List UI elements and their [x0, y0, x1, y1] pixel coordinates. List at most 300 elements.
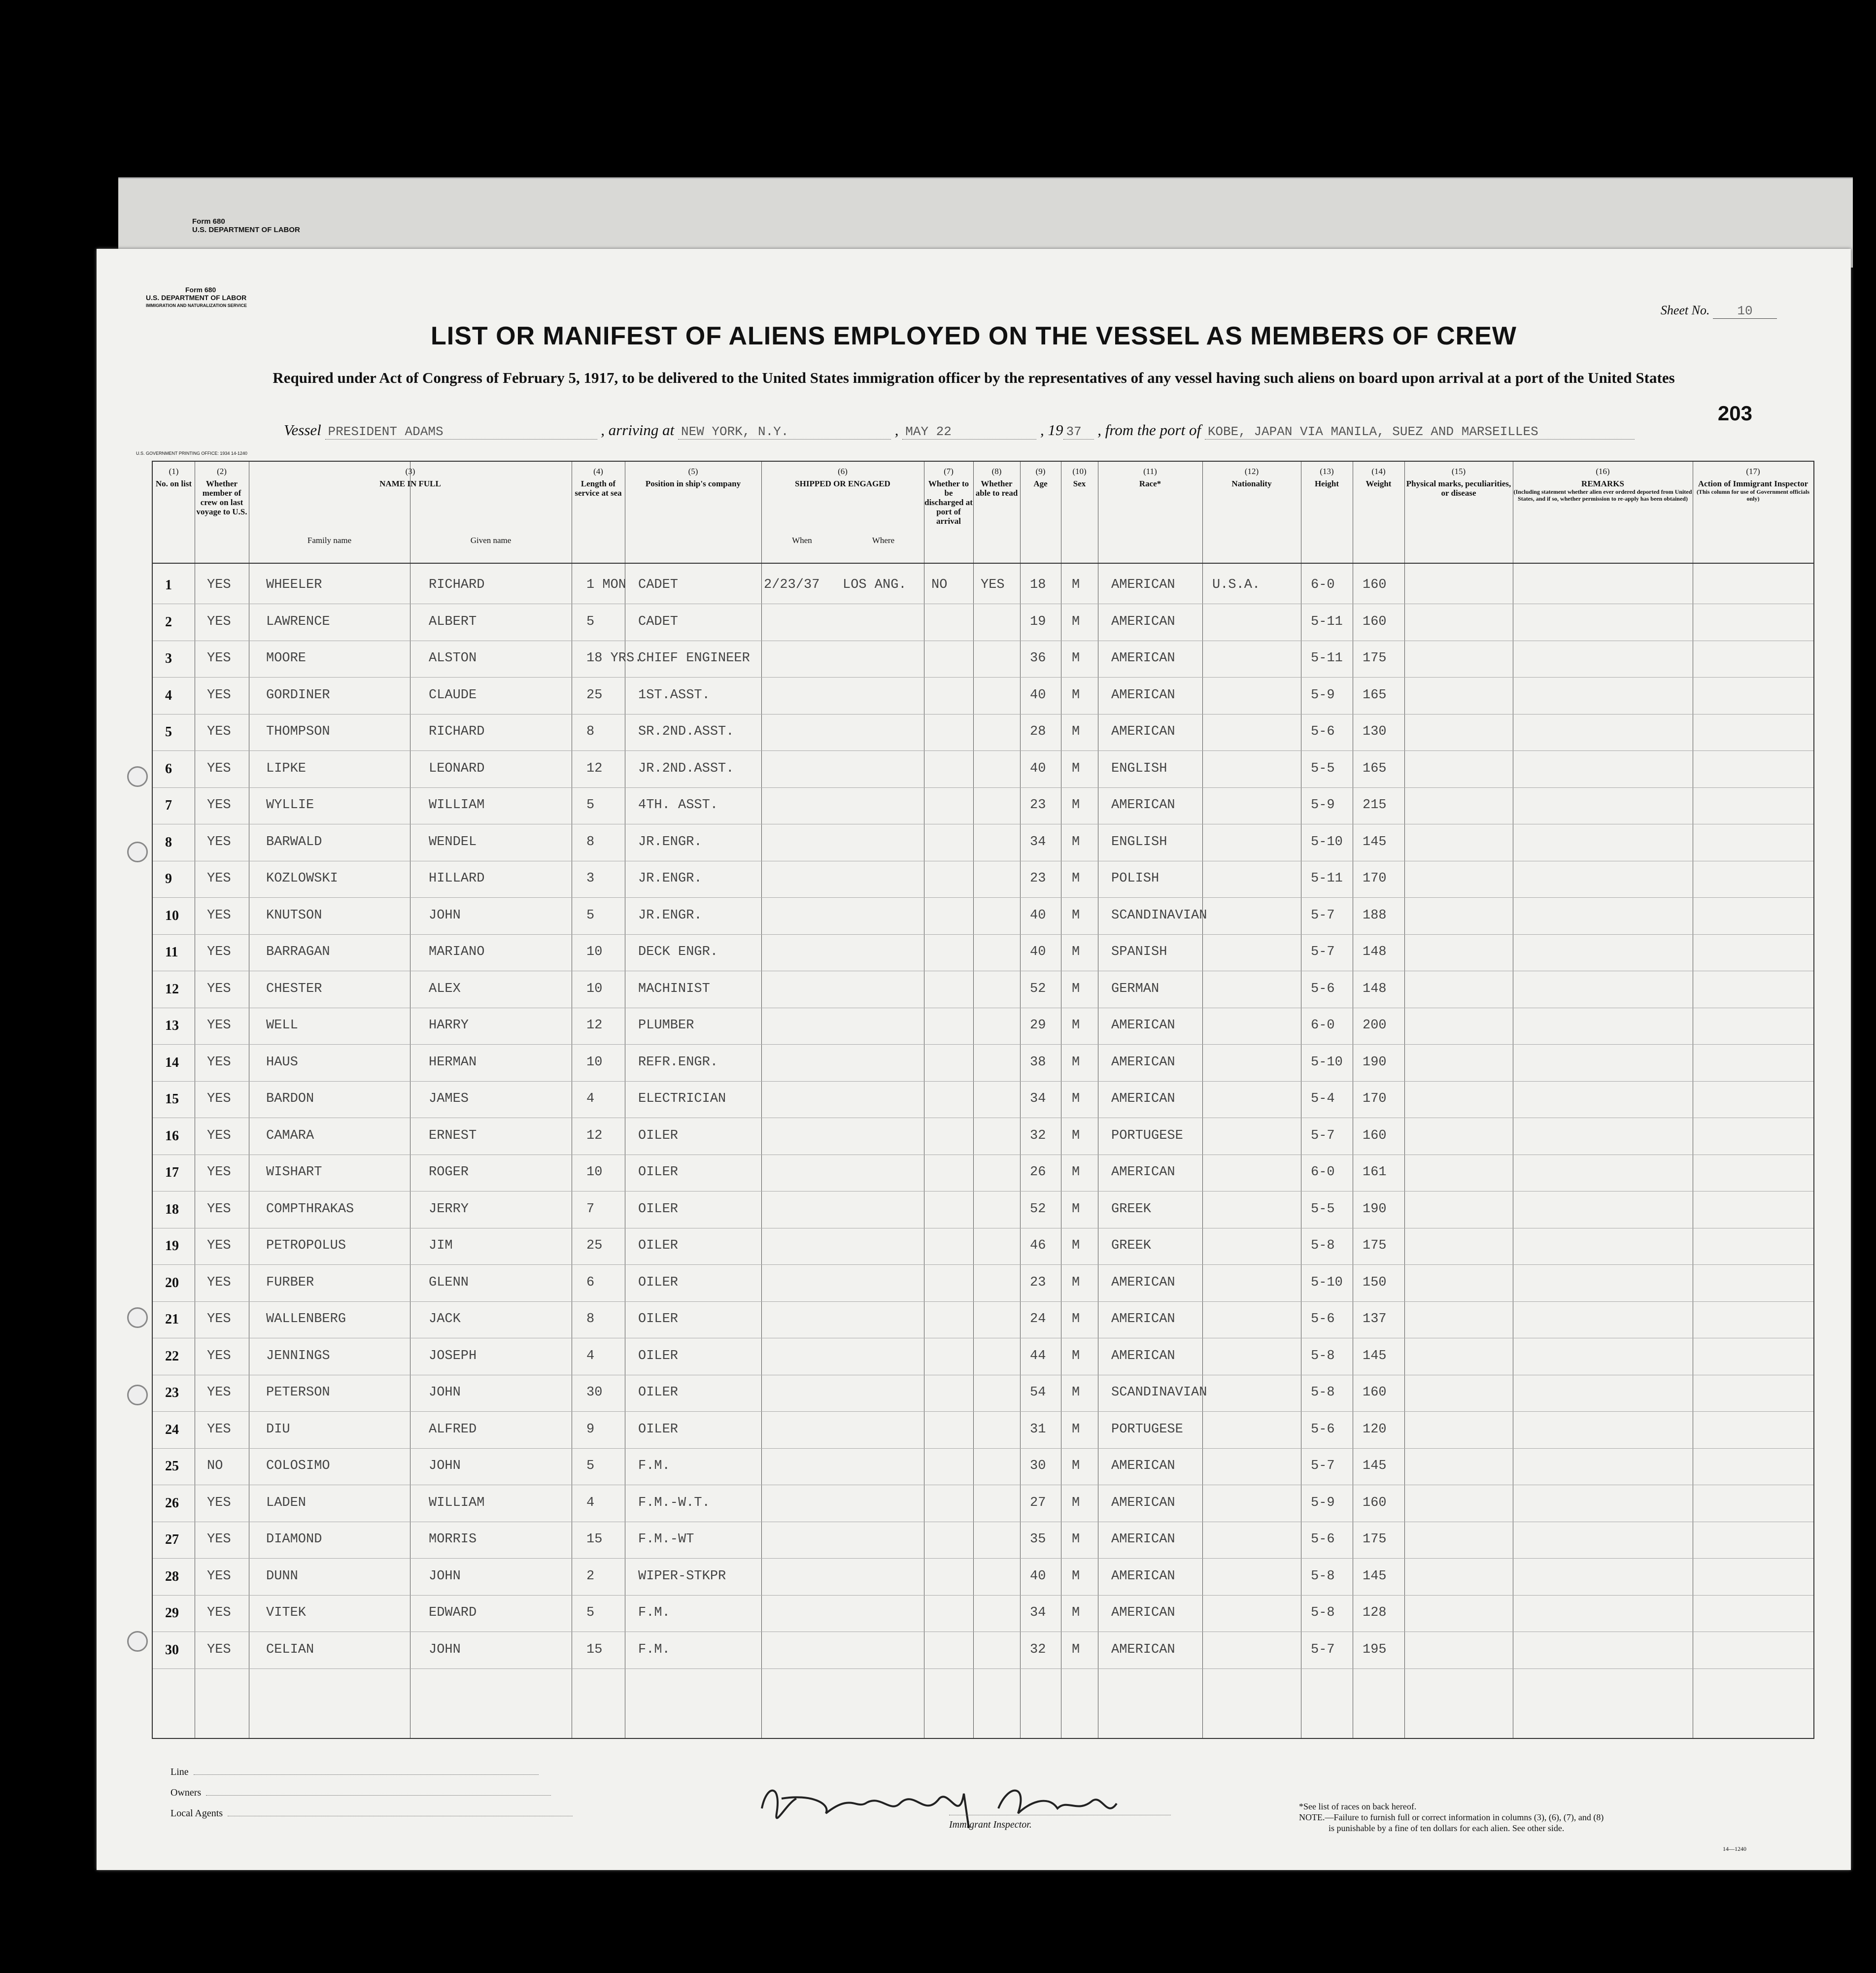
cell-prev: YES — [207, 1312, 231, 1327]
cell-age: 40 — [1030, 687, 1046, 703]
cell-service: 8 — [586, 1312, 595, 1327]
table-row — [153, 861, 1813, 898]
table-row — [153, 788, 1813, 824]
cell-service: 12 — [586, 1128, 603, 1143]
cell-height: 5-6 — [1311, 724, 1335, 739]
cell-service: 25 — [586, 687, 603, 703]
manifest-sheet — [97, 249, 1851, 1870]
cell-height: 5-8 — [1311, 1348, 1335, 1363]
cell-weight: 145 — [1363, 1348, 1387, 1363]
cell-weight: 150 — [1363, 1275, 1387, 1290]
cell-service: 7 — [586, 1201, 595, 1217]
cell-height: 5-6 — [1311, 1532, 1335, 1547]
sheet-number-value: 10 — [1713, 304, 1777, 319]
cell-position: OILER — [638, 1348, 679, 1363]
cell-race: AMERICAN — [1111, 1568, 1175, 1584]
cell-service: 4 — [586, 1348, 595, 1363]
cell-prev: YES — [207, 1568, 231, 1584]
cell-height: 5-7 — [1311, 908, 1335, 923]
cell-sex: M — [1072, 1091, 1080, 1106]
cell-position: OILER — [638, 1238, 679, 1253]
cell-position: CADET — [638, 578, 679, 592]
cell-race: AMERICAN — [1111, 1532, 1175, 1547]
cell-position: F.M. — [638, 1642, 670, 1657]
cell-service: 5 — [586, 798, 595, 813]
cell-given: JOHN — [429, 1642, 461, 1657]
cell-height: 5-6 — [1311, 1422, 1335, 1437]
cell-race: AMERICAN — [1111, 1605, 1175, 1620]
cell-service: 8 — [586, 724, 595, 739]
cell-position: JR.ENGR. — [638, 908, 702, 923]
cell-service: 30 — [586, 1385, 603, 1400]
cell-given: ALBERT — [429, 614, 477, 629]
cell-prev: YES — [207, 1348, 231, 1363]
header-where: Where — [872, 536, 895, 545]
cell-height: 5-8 — [1311, 1385, 1335, 1400]
cell-family: KOZLOWSKI — [266, 871, 338, 886]
cell-prev: YES — [207, 1238, 231, 1253]
cell-height: 5-5 — [1311, 1201, 1335, 1217]
cell-race: AMERICAN — [1111, 1018, 1175, 1033]
cell-sex: M — [1072, 578, 1080, 592]
cell-race: SPANISH — [1111, 945, 1167, 959]
cell-race: GREEK — [1111, 1201, 1152, 1217]
table-row — [153, 641, 1813, 678]
cell-given: JOHN — [429, 908, 461, 923]
table-row — [153, 1045, 1813, 1082]
line-field: Line — [171, 1767, 539, 1778]
cell-height: 5-10 — [1311, 1055, 1343, 1070]
cell-height: 5-7 — [1311, 1459, 1335, 1473]
cell-no: 9 — [165, 871, 172, 886]
cell-age: 23 — [1030, 798, 1046, 813]
cell-age: 46 — [1030, 1238, 1046, 1253]
cell-race: AMERICAN — [1111, 798, 1175, 813]
cell-sex: M — [1072, 834, 1080, 850]
cell-weight: 188 — [1363, 908, 1387, 923]
cell-position: SR.2ND.ASST. — [638, 724, 734, 739]
table-row — [153, 1119, 1813, 1155]
cell-weight: 215 — [1363, 798, 1387, 813]
cell-service: 10 — [586, 945, 603, 959]
cell-family: FURBER — [266, 1275, 314, 1290]
cell-family: COMPTHRAKAS — [266, 1201, 354, 1217]
table-row — [153, 1008, 1813, 1045]
cell-prev: NO — [207, 1459, 223, 1473]
cell-no: 22 — [165, 1348, 179, 1364]
cell-prev: YES — [207, 871, 231, 886]
cell-service: 15 — [586, 1532, 603, 1547]
cell-where: LOS ANG. — [843, 578, 907, 592]
cell-prev: YES — [207, 1642, 231, 1657]
cell-position: PLUMBER — [638, 1018, 694, 1033]
cell-given: JIM — [429, 1238, 453, 1253]
cell-when: 2/23/37 — [764, 578, 820, 592]
cell-age: 34 — [1030, 834, 1046, 850]
cell-sex: M — [1072, 945, 1080, 959]
cell-prev: YES — [207, 1128, 231, 1143]
cell-given: JERRY — [429, 1201, 469, 1217]
cell-family: CELIAN — [266, 1642, 314, 1657]
cell-service: 18 YRS. — [586, 651, 643, 666]
cell-weight: 160 — [1363, 578, 1387, 592]
table-row — [153, 1302, 1813, 1338]
cell-height: 6-0 — [1311, 1165, 1335, 1180]
cell-race: AMERICAN — [1111, 1091, 1175, 1106]
cell-family: DIU — [266, 1422, 290, 1437]
cell-race: PORTUGESE — [1111, 1128, 1183, 1143]
header-race: (11) Race* — [1139, 467, 1161, 488]
cell-sex: M — [1072, 1165, 1080, 1180]
header-given-name: Given name — [470, 536, 512, 545]
cell-service: 25 — [586, 1238, 603, 1253]
stamp-number: 203 — [1717, 402, 1752, 425]
cell-weight: 170 — [1363, 1091, 1387, 1106]
arrival-date: MAY 22 — [902, 424, 1036, 440]
cell-service: 10 — [586, 1055, 603, 1070]
cell-race: AMERICAN — [1111, 1165, 1175, 1180]
form-identifier: Form 680 U.S. DEPARTMENT OF LABOR IMMIGRATION AND NATURALIZATION SERVICE — [146, 286, 247, 308]
cell-given: ROGER — [429, 1165, 469, 1180]
cell-given: ERNEST — [429, 1128, 477, 1143]
cell-service: 4 — [586, 1091, 595, 1106]
cell-given: JAMES — [429, 1091, 469, 1106]
header-physical-marks: (15) Physical marks, peculiarities, or disease — [1406, 467, 1511, 498]
cell-sex: M — [1072, 724, 1080, 739]
cell-sex: M — [1072, 1422, 1080, 1437]
cell-given: LEONARD — [429, 761, 485, 776]
cell-no: 5 — [165, 724, 172, 740]
table-row — [153, 1265, 1813, 1302]
page-title: LIST OR MANIFEST OF ALIENS EMPLOYED ON THE VESSEL AS MEMBERS OF CREW — [431, 322, 1517, 350]
cell-given: HARRY — [429, 1018, 469, 1033]
form-code: 14—1240 — [1723, 1845, 1746, 1852]
cell-position: F.M.-WT — [638, 1532, 694, 1547]
departure-port: KOBE, JAPAN VIA MANILA, SUEZ AND MARSEILLES — [1205, 424, 1635, 440]
cell-family: LADEN — [266, 1495, 307, 1510]
cell-family: VITEK — [266, 1605, 307, 1620]
cell-given: JOHN — [429, 1568, 461, 1584]
binder-hole — [127, 1385, 148, 1405]
cell-weight: 145 — [1363, 834, 1387, 850]
cell-position: 1ST.ASST. — [638, 687, 710, 703]
cell-no: 13 — [165, 1018, 179, 1033]
table-row — [153, 1596, 1813, 1632]
cell-family: CHESTER — [266, 981, 322, 996]
cell-sex: M — [1072, 1201, 1080, 1217]
cell-sex: M — [1072, 614, 1080, 629]
cell-sex: M — [1072, 1055, 1080, 1070]
cell-weight: 190 — [1363, 1201, 1387, 1217]
table-row — [153, 1486, 1813, 1522]
cell-service: 5 — [586, 1605, 595, 1620]
cell-position: JR.2ND.ASST. — [638, 761, 734, 776]
cell-age: 18 — [1030, 578, 1046, 592]
cell-race: AMERICAN — [1111, 1275, 1175, 1290]
cell-weight: 165 — [1363, 761, 1387, 776]
cell-weight: 161 — [1363, 1165, 1387, 1180]
cell-age: 19 — [1030, 614, 1046, 629]
cell-prev: YES — [207, 1495, 231, 1510]
header-when: When — [792, 536, 812, 545]
cell-prev: YES — [207, 834, 231, 850]
table-row — [153, 714, 1813, 751]
table-row — [153, 1228, 1813, 1265]
cell-age: 32 — [1030, 1642, 1046, 1657]
cell-height: 5-11 — [1311, 871, 1343, 886]
cell-family: BARDON — [266, 1091, 314, 1106]
table-row — [153, 1082, 1813, 1118]
cell-weight: 195 — [1363, 1642, 1387, 1657]
cell-position: OILER — [638, 1385, 679, 1400]
cell-prev: YES — [207, 1385, 231, 1400]
cell-race: SCANDINAVIAN — [1111, 1385, 1207, 1400]
table-row — [153, 1375, 1813, 1412]
vessel-line: Vessel PRESIDENT ADAMS , arriving at NEW YORK, N.Y. , MAY 22 , 19 37 , from the port of KOBE, JAPAN VIA MANILA, SUEZ AND MARSEILLES — [284, 421, 1635, 440]
cell-no: 30 — [165, 1642, 179, 1658]
cell-service: 5 — [586, 908, 595, 923]
cell-service: 6 — [586, 1275, 595, 1290]
cell-sex: M — [1072, 1568, 1080, 1584]
cell-age: 52 — [1030, 1201, 1046, 1217]
cell-given: JACK — [429, 1312, 461, 1327]
cell-sex: M — [1072, 1532, 1080, 1547]
cell-given: MARIANO — [429, 945, 485, 959]
cell-sex: M — [1072, 1605, 1080, 1620]
arrival-year: 37 — [1063, 424, 1094, 440]
cell-prev: YES — [207, 614, 231, 629]
table-row — [153, 1192, 1813, 1228]
cell-height: 6-0 — [1311, 578, 1335, 592]
cell-age: 28 — [1030, 724, 1046, 739]
cell-position: F.M. — [638, 1605, 670, 1620]
cell-no: 6 — [165, 761, 172, 777]
header-discharged: (7) Whether to be discharged at port of arrival — [924, 467, 973, 526]
cell-service: 8 — [586, 834, 595, 850]
cell-no: 10 — [165, 908, 179, 923]
cell-weight: 145 — [1363, 1459, 1387, 1473]
cell-sex: M — [1072, 1018, 1080, 1033]
cell-service: 1 MON — [586, 578, 627, 592]
cell-weight: 137 — [1363, 1312, 1387, 1327]
cell-no: 18 — [165, 1201, 179, 1217]
cell-prev: YES — [207, 1422, 231, 1437]
cell-family: WYLLIE — [266, 798, 314, 813]
cell-sex: M — [1072, 908, 1080, 923]
cell-sex: M — [1072, 1459, 1080, 1473]
header-no: (1) No. on list — [155, 467, 192, 488]
vessel-name: PRESIDENT ADAMS — [325, 424, 597, 440]
cell-prev: YES — [207, 1018, 231, 1033]
cell-position: F.M.-W.T. — [638, 1495, 710, 1510]
cell-given: RICHARD — [429, 724, 485, 739]
cell-no: 24 — [165, 1422, 179, 1437]
header-name: (3) NAME IN FULL — [379, 467, 441, 488]
cell-family: HAUS — [266, 1055, 298, 1070]
cell-prev: YES — [207, 651, 231, 666]
cell-height: 5-6 — [1311, 1312, 1335, 1327]
cell-no: 26 — [165, 1495, 179, 1511]
cell-position: OILER — [638, 1201, 679, 1217]
cell-no: 3 — [165, 651, 172, 666]
cell-prev: YES — [207, 798, 231, 813]
header-sex: (10) Sex — [1072, 467, 1087, 488]
cell-race: AMERICAN — [1111, 687, 1175, 703]
cell-height: 5-8 — [1311, 1238, 1335, 1253]
cell-race: AMERICAN — [1111, 1495, 1175, 1510]
cell-sex: M — [1072, 1495, 1080, 1510]
cell-no: 2 — [165, 614, 172, 630]
cell-given: CLAUDE — [429, 687, 477, 703]
cell-height: 5-4 — [1311, 1091, 1335, 1106]
cell-age: 40 — [1030, 761, 1046, 776]
cell-family: LAWRENCE — [266, 614, 330, 629]
cell-age: 36 — [1030, 651, 1046, 666]
header-length-of-service: (4) Length of service at sea — [575, 467, 622, 498]
cell-family: KNUTSON — [266, 908, 322, 923]
table-row — [153, 1449, 1813, 1485]
table-row — [153, 1339, 1813, 1375]
cell-position: OILER — [638, 1422, 679, 1437]
cell-family: WELL — [266, 1018, 298, 1033]
arrival-port: NEW YORK, N.Y. — [678, 424, 891, 440]
table-row — [153, 1559, 1813, 1596]
cell-family: WHEELER — [266, 578, 322, 592]
cell-family: COLOSIMO — [266, 1459, 330, 1473]
binder-hole — [127, 766, 148, 787]
cell-no: 12 — [165, 981, 179, 997]
cell-given: WILLIAM — [429, 1495, 485, 1510]
cell-read: YES — [981, 578, 1005, 592]
printer-line: U.S. GOVERNMENT PRINTING OFFICE: 1934 14-1240 — [136, 451, 247, 456]
cell-given: RICHARD — [429, 578, 485, 592]
back-form-label: Form 680 U.S. DEPARTMENT OF LABOR — [192, 217, 300, 234]
cell-no: 1 — [165, 578, 172, 593]
cell-age: 34 — [1030, 1091, 1046, 1106]
cell-age: 32 — [1030, 1128, 1046, 1143]
cell-given: ALEX — [429, 981, 461, 996]
header-inspector-action: (17) Action of Immigrant Inspector (This column for use of Government officials only) — [1696, 467, 1810, 502]
cell-weight: 120 — [1363, 1422, 1387, 1437]
inspector-caption: Immigrant Inspector. — [949, 1819, 1032, 1830]
cell-given: EDWARD — [429, 1605, 477, 1620]
page-subtitle: Required under Act of Congress of February 5, 1917, to be delivered to the United States immigration officer by the representatives of any vessel having such aliens on board upon arrival at a port of the United States — [273, 369, 1675, 386]
cell-given: ALFRED — [429, 1422, 477, 1437]
cell-nationality: U.S.A. — [1212, 578, 1261, 592]
cell-weight: 128 — [1363, 1605, 1387, 1620]
cell-height: 5-9 — [1311, 687, 1335, 703]
header-remarks: (16) REMARKS (Including statement whether alien ever ordered deported from United States, and if so, whether permission to re-apply has been obtained) — [1513, 467, 1692, 502]
cell-race: AMERICAN — [1111, 1642, 1175, 1657]
cell-no: 4 — [165, 687, 172, 703]
header-previous-voyage: (2) Whether member of crew on last voyage to U.S. — [196, 467, 247, 516]
cell-age: 30 — [1030, 1459, 1046, 1473]
header-height: (13) Height — [1314, 467, 1339, 488]
table-row — [153, 1155, 1813, 1191]
cell-sex: M — [1072, 1642, 1080, 1657]
cell-age: 40 — [1030, 908, 1046, 923]
cell-sex: M — [1072, 1312, 1080, 1327]
table-row — [153, 1633, 1813, 1669]
cell-race: AMERICAN — [1111, 614, 1175, 629]
header-nationality: (12) Nationality — [1231, 467, 1272, 488]
cell-no: 7 — [165, 798, 172, 813]
cell-height: 5-9 — [1311, 798, 1335, 813]
cell-given: JOHN — [429, 1459, 461, 1473]
cell-position: 4TH. ASST. — [638, 798, 718, 813]
sheet-number: Sheet No. 10 — [1661, 303, 1777, 319]
cell-sex: M — [1072, 798, 1080, 813]
cell-weight: 190 — [1363, 1055, 1387, 1070]
cell-sex: M — [1072, 1238, 1080, 1253]
cell-height: 5-11 — [1311, 651, 1343, 666]
cell-age: 34 — [1030, 1605, 1046, 1620]
cell-age: 40 — [1030, 945, 1046, 959]
binder-hole — [127, 1307, 148, 1328]
cell-family: BARWALD — [266, 834, 322, 850]
cell-family: PETROPOLUS — [266, 1238, 346, 1253]
cell-prev: YES — [207, 1091, 231, 1106]
cell-weight: 170 — [1363, 871, 1387, 886]
cell-no: 11 — [165, 945, 178, 960]
cell-race: AMERICAN — [1111, 1055, 1175, 1070]
cell-service: 3 — [586, 871, 595, 886]
cell-family: WISHART — [266, 1165, 322, 1180]
cell-height: 5-7 — [1311, 1642, 1335, 1657]
table-row — [153, 1522, 1813, 1559]
header-able-to-read: (8) Whether able to read — [975, 467, 1018, 498]
cell-position: CHIEF ENGINEER — [638, 651, 750, 666]
cell-weight: 165 — [1363, 687, 1387, 703]
cell-position: JR.ENGR. — [638, 871, 702, 886]
cell-sex: M — [1072, 1275, 1080, 1290]
cell-position: OILER — [638, 1165, 679, 1180]
table-row — [153, 825, 1813, 861]
cell-race: AMERICAN — [1111, 578, 1175, 592]
cell-age: 26 — [1030, 1165, 1046, 1180]
cell-age: 24 — [1030, 1312, 1046, 1327]
cell-age: 40 — [1030, 1568, 1046, 1584]
cell-height: 5-7 — [1311, 945, 1335, 959]
cell-position: REFR.ENGR. — [638, 1055, 718, 1070]
cell-race: ENGLISH — [1111, 834, 1167, 850]
cell-service: 5 — [586, 614, 595, 629]
cell-prev: YES — [207, 1532, 231, 1547]
cell-age: 52 — [1030, 981, 1046, 996]
cell-weight: 160 — [1363, 614, 1387, 629]
cell-no: 14 — [165, 1055, 179, 1070]
cell-prev: YES — [207, 724, 231, 739]
header-shipped: (6) SHIPPED OR ENGAGED — [795, 467, 890, 488]
header-position: (5) Position in ship's company — [645, 467, 741, 488]
cell-service: 10 — [586, 981, 603, 996]
cell-weight: 175 — [1363, 651, 1387, 666]
cell-race: AMERICAN — [1111, 1312, 1175, 1327]
binder-hole — [127, 842, 148, 862]
cell-sex: M — [1072, 1385, 1080, 1400]
cell-position: OILER — [638, 1275, 679, 1290]
cell-age: 54 — [1030, 1385, 1046, 1400]
cell-age: 38 — [1030, 1055, 1046, 1070]
cell-given: JOHN — [429, 1385, 461, 1400]
cell-no: 16 — [165, 1128, 179, 1144]
cell-no: 28 — [165, 1568, 179, 1584]
cell-race: AMERICAN — [1111, 1459, 1175, 1473]
cell-no: 20 — [165, 1275, 179, 1291]
cell-family: LIPKE — [266, 761, 307, 776]
cell-no: 29 — [165, 1605, 179, 1621]
cell-weight: 130 — [1363, 724, 1387, 739]
